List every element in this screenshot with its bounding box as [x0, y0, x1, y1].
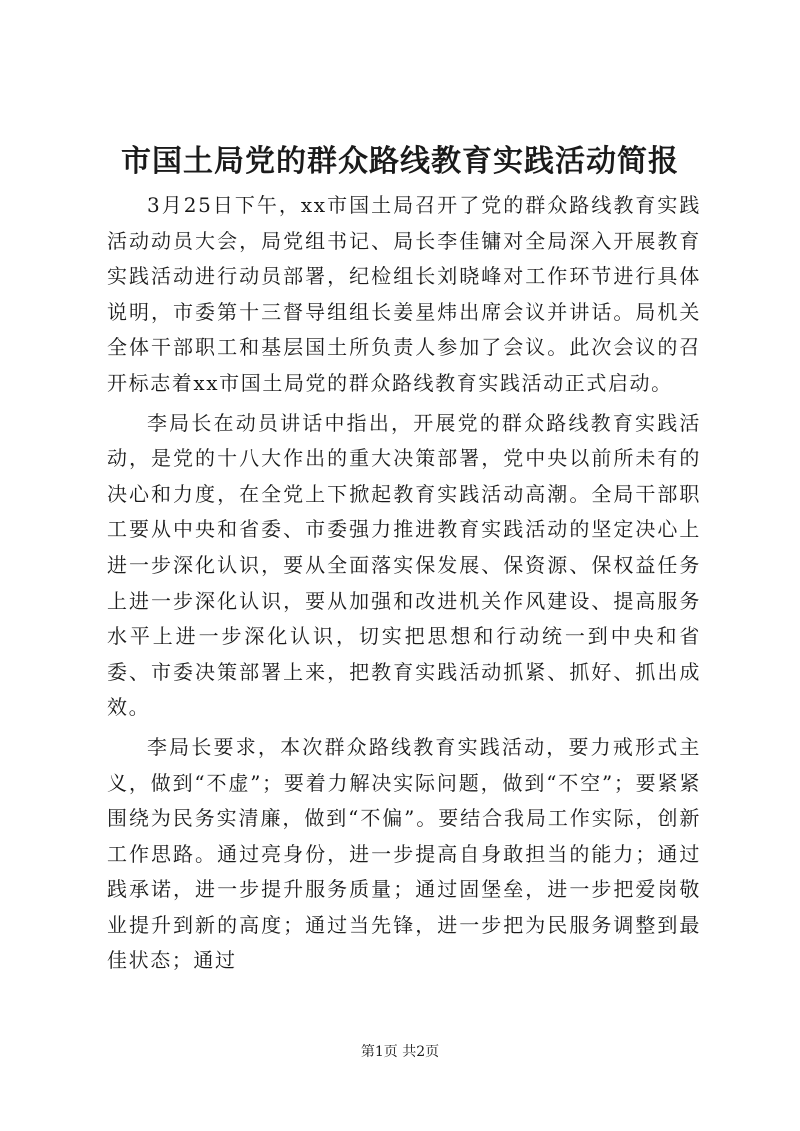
page-number-footer: 第1页 共2页 [360, 1044, 440, 1060]
paragraph-3: 李局长要求，本次群众路线教育实践活动，要力戒形式主义，做到“不虚”；要着力解决实际问题，做到“不空”；要紧紧围绕为民务实清廉，做到“不偏”。要结合我局工作实际，创新工作思路。通过亮身份，进一步提高自身敢担当的能力；通过践承诺，进一步提升服务质量；通过固堡垒，进一步把爱岗敬业提升到新的高度；通过当先锋，进一步把为民服务调整到最佳状态；通过 [107, 734, 701, 973]
document-title: 市国土局党的群众路线教育实践活动简报 [121, 144, 679, 179]
paragraph-1: 3月25日下午，xx市国土局召开了党的群众路线教育实践活动动员大会，局党组书记、局长李佳镛对全局深入开展教育实践活动进行动员部署，纪检组长刘晓峰对工作环节进行具体说明，市委第十三督导组组长姜星炜出席会议并讲话。局机关全体干部职工和基层国土所负责人参加了会议。此次会议的召开标志着xx市国土局党的群众路线教育实践活动正式启动。 [107, 193, 701, 395]
document-body [107, 188, 701, 979]
paragraph-2: 李局长在动员讲话中指出，开展党的群众路线教育实践活动，是党的十八大作出的重大决策部署，党中央以前所未有的决心和力度，在全党上下掀起教育实践活动高潮。全局干部职工要从中央和省委、市委强力推进教育实践活动的坚定决心上进一步深化认识，要从全面落实保发展、保资源、保权益任务上进一步深化认识，要从加强和改进机关作风建设、提高服务水平上进一步深化认识，切实把思想和行动统一到中央和省委、市委决策部署上来，把教育实践活动抓紧、抓好、抓出成效。 [107, 410, 701, 720]
